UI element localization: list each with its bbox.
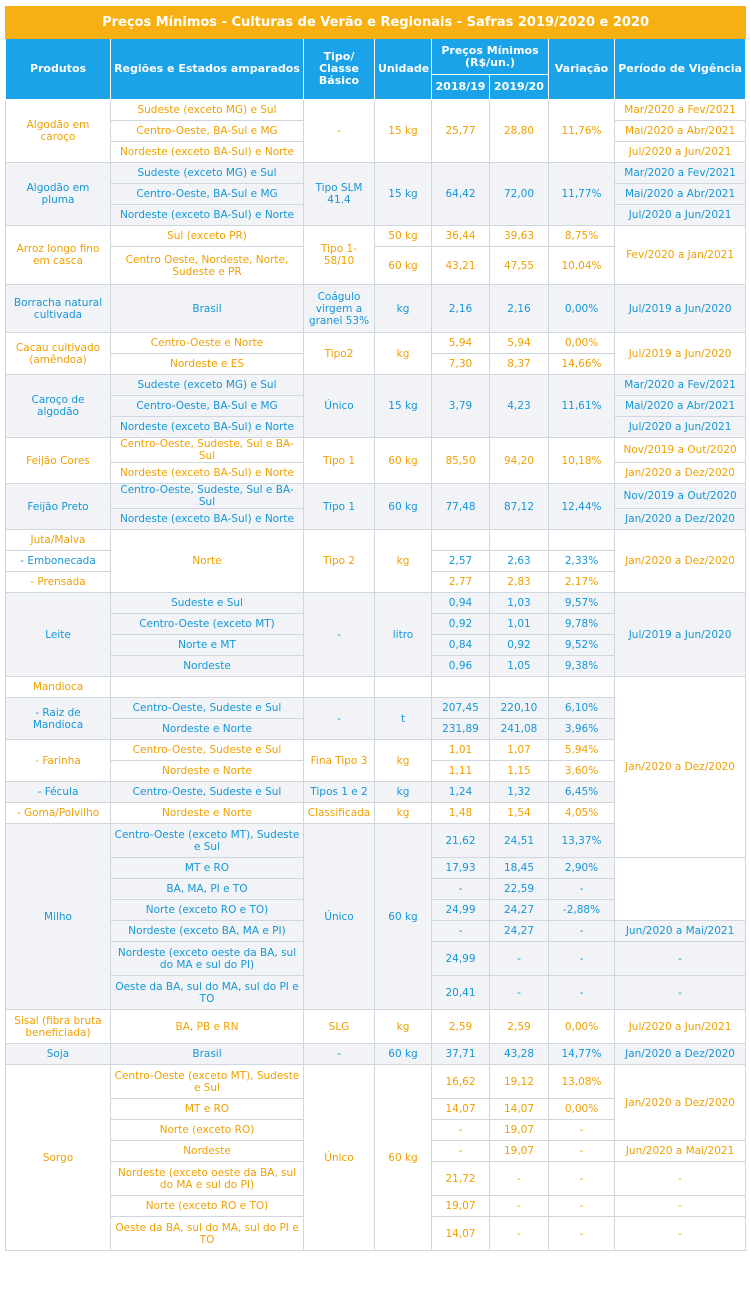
table-cell [375,677,432,698]
table-cell: 12,44% [549,484,615,530]
table-cell: 60 kg [375,484,432,530]
table-cell: 8,37 [490,354,549,375]
table-cell: - [490,1162,549,1196]
table-cell: 15 kg [375,163,432,226]
table-cell: Tipo 1 [304,484,375,530]
table-cell: 1,05 [490,656,549,677]
table-cell: Centro-Oeste, BA-Sul e MG [111,396,304,417]
table-cell: - [549,879,615,900]
table-cell: 9,57% [549,593,615,614]
table-cell: Jan/2020 a Dez/2020 [615,1044,746,1065]
table-cell: Nordeste (exceto oeste da BA, sul do MA e sul do PI) [111,1162,304,1196]
table-cell: 14,07 [432,1099,490,1120]
table-cell: 4,05% [549,803,615,824]
table-cell: 8,75% [549,226,615,247]
table-cell: Jul/2020 a Jun/2021 [615,205,746,226]
table-cell [490,677,549,698]
table-cell: Nordeste e Norte [111,761,304,782]
table-cell: - [549,976,615,1010]
table-row [6,285,746,333]
table-cell: 14,07 [432,1217,490,1251]
table-cell: - Farinha [6,740,111,782]
table-cell: Soja [6,1044,111,1065]
table-cell: 21,72 [432,1162,490,1196]
table-cell: 17,93 [432,858,490,879]
table-row [6,100,746,121]
table-cell: Tipo 1-58/10 [304,226,375,285]
table-cell: 0,00% [549,333,615,354]
table-cell: 1,48 [432,803,490,824]
table-cell: 60 kg [375,824,432,1010]
table-cell: 13,08% [549,1065,615,1099]
table-cell: Norte (exceto RO e TO) [111,900,304,921]
table-cell: Tipo2 [304,333,375,375]
table-cell: Mar/2020 a Fev/2021 [615,100,746,121]
table-cell: 60 kg [375,1044,432,1065]
table-cell: 19,07 [432,1196,490,1217]
table-cell: Centro-Oeste, Sudeste e Sul [111,740,304,761]
table-cell: - [490,1196,549,1217]
table-cell: -2,88% [549,900,615,921]
table-cell: 0,84 [432,635,490,656]
table-row [6,163,746,184]
table-cell: Único [304,1065,375,1251]
table-cell: 0,92 [432,614,490,635]
table-cell: 6,45% [549,782,615,803]
table-cell: - [304,1044,375,1065]
table-cell: Mai/2020 a Abr/2021 [615,396,746,417]
table-cell: 60 kg [375,438,432,484]
table-cell: 16,62 [432,1065,490,1099]
table-cell: 2,57 [432,551,490,572]
table-cell: Norte [111,530,304,593]
table-cell: Algodão em caroço [6,100,111,163]
table-cell: 3,96% [549,719,615,740]
table-cell: 72,00 [490,163,549,226]
table-cell: 37,71 [432,1044,490,1065]
table-cell: - [549,1120,615,1141]
table-cell: Nordeste (exceto BA-Sul) e Norte [111,463,304,484]
table-cell: - [549,942,615,976]
table-cell: Sudeste e Sul [111,593,304,614]
table-cell: Nordeste (exceto oeste da BA, sul do MA e sul do PI) [111,942,304,976]
table-cell: BA, MA, PI e TO [111,879,304,900]
table-cell: Jun/2020 a Mai/2021 [615,921,746,942]
table-cell: Centro-Oeste, Sudeste e Sul [111,698,304,719]
table-cell: 18,45 [490,858,549,879]
table-cell: 5,94% [549,740,615,761]
table-cell: 19,07 [490,1141,549,1162]
table-cell: 1,24 [432,782,490,803]
table-cell: 11,61% [549,375,615,438]
table-cell: - [615,942,746,976]
table-cell: kg [375,1010,432,1044]
table-cell: Nordeste (exceto BA-Sul) e Norte [111,509,304,530]
table-cell: 5,94 [432,333,490,354]
table-cell: kg [375,803,432,824]
table-cell: Tipos 1 e 2 [304,782,375,803]
table-cell: Centro-Oeste (exceto MT) [111,614,304,635]
table-cell: - [432,921,490,942]
table-cell: 0,96 [432,656,490,677]
table-cell: litro [375,593,432,677]
table-cell: 1,11 [432,761,490,782]
table-row [6,1010,746,1044]
table-cell: 9,78% [549,614,615,635]
table-cell: kg [375,285,432,333]
table-cell: - [615,1162,746,1196]
table-cell: Fev/2020 a Jan/2021 [615,226,746,285]
table-cell: - [549,1141,615,1162]
table-cell: - [615,1196,746,1217]
table-cell: Cacau cultivado (amêndoa) [6,333,111,375]
table-cell: - Raiz de Mandioca [6,698,111,740]
table-cell: - [615,976,746,1010]
table-cell: Brasil [111,285,304,333]
table-cell: - [615,1217,746,1251]
table-cell: Centro-Oeste, BA-Sul e MG [111,184,304,205]
table-row [6,226,746,247]
table-cell: - [432,1141,490,1162]
table-cell: 85,50 [432,438,490,484]
table-cell: 36,44 [432,226,490,247]
header-safra-2019-20: 2019/20 [490,75,549,100]
table-cell: 2,83 [490,572,549,593]
table-cell: 21,62 [432,824,490,858]
table-cell: 5,94 [490,333,549,354]
table-cell: - Prensada [6,572,111,593]
table-cell: 0,00% [549,1099,615,1120]
table-cell: 7,30 [432,354,490,375]
table-row [6,593,746,614]
table-cell: 64,42 [432,163,490,226]
table-cell: 2,16 [432,285,490,333]
table-cell: Milho [6,824,111,1010]
table-cell: 14,07 [490,1099,549,1120]
table-cell: Juta/Malva [6,530,111,551]
table-cell: 24,99 [432,900,490,921]
table-cell: - Embonecada [6,551,111,572]
table-cell: 0,94 [432,593,490,614]
table-cell: - [304,100,375,163]
table-cell: Centro Oeste, Nordeste, Norte, Sudeste e PR [111,247,304,285]
table-cell: 14,66% [549,354,615,375]
table-cell: Norte e MT [111,635,304,656]
table-row [6,1065,746,1099]
table-cell: 2,33% [549,551,615,572]
table-cell: Centro-Oeste (exceto MT), Sudeste e Sul [111,824,304,858]
table-cell: 60 kg [375,1065,432,1251]
table-cell: - [549,1217,615,1251]
table-cell: kg [375,333,432,375]
table-row [6,530,746,551]
table-cell: Tipo SLM 41.4 [304,163,375,226]
table-cell: Feijão Cores [6,438,111,484]
table-cell: Nordeste e ES [111,354,304,375]
table-cell: Jan/2020 a Dez/2020 [615,530,746,593]
table-cell: Jan/2020 a Dez/2020 [615,463,746,484]
table-cell: Tipo 2 [304,530,375,593]
header-periodo: Período de Vigência [615,39,746,100]
table-cell: 2,16 [490,285,549,333]
table-cell: Nordeste (exceto BA-Sul) e Norte [111,142,304,163]
table-cell: 39,63 [490,226,549,247]
table-cell: Nov/2019 a Out/2020 [615,438,746,463]
table-cell: Nordeste e Norte [111,803,304,824]
table-cell: 220,10 [490,698,549,719]
table-cell: Nordeste e Norte [111,719,304,740]
table-cell: 1,01 [490,614,549,635]
table-cell: Único [304,824,375,1010]
table-cell: kg [375,530,432,593]
table-cell: 0,00% [549,285,615,333]
table-cell: SLG [304,1010,375,1044]
table-cell: Oeste da BA, sul do MA, sul do PI e TO [111,1217,304,1251]
table-cell: 19,12 [490,1065,549,1099]
table-cell: Borracha natural cultivada [6,285,111,333]
table-cell: - [432,1120,490,1141]
table-cell: 87,12 [490,484,549,530]
table-cell: 47,55 [490,247,549,285]
table-cell: Algodão em pluma [6,163,111,226]
table-cell: 2,63 [490,551,549,572]
table-row [6,333,746,354]
table-cell [549,530,615,551]
table-cell: 10,18% [549,438,615,484]
table-title: Preços Mínimos - Culturas de Verão e Regionais - Safras 2019/2020 e 2020 [6,7,746,39]
table-cell: Jul/2019 a Jun/2020 [615,593,746,677]
table-cell: 2,17% [549,572,615,593]
table-cell: 241,08 [490,719,549,740]
table-cell: 9,38% [549,656,615,677]
table-cell: 24,51 [490,824,549,858]
table-cell [549,677,615,698]
table-cell: Classificada [304,803,375,824]
minimum-prices-table [5,6,746,1251]
table-cell: Jul/2020 a Jun/2021 [615,142,746,163]
header-produtos: Produtos [6,39,111,100]
table-cell: 11,76% [549,100,615,163]
table-cell: 24,27 [490,900,549,921]
table-cell: t [375,698,432,740]
table-cell: 2,77 [432,572,490,593]
table-cell: Mar/2020 a Fev/2021 [615,163,746,184]
table-cell: Centro-Oeste (exceto MT), Sudeste e Sul [111,1065,304,1099]
table-cell: Tipo 1 [304,438,375,484]
table-cell: kg [375,740,432,782]
price-table-container [5,6,745,1251]
table-cell: 4,23 [490,375,549,438]
table-cell: 60 kg [375,247,432,285]
table-cell: 0,00% [549,1010,615,1044]
table-row [6,484,746,509]
header-unidade: Unidade [375,39,432,100]
table-cell: Jan/2020 a Dez/2020 [615,677,746,858]
table-cell: 24,27 [490,921,549,942]
table-cell [432,677,490,698]
table-cell: Mar/2020 a Fev/2021 [615,375,746,396]
table-cell: Nov/2019 a Out/2020 [615,484,746,509]
table-cell: kg [375,782,432,803]
table-cell: - [549,1196,615,1217]
table-cell: 11,77% [549,163,615,226]
table-cell: - [549,1162,615,1196]
table-cell: Norte (exceto RO e TO) [111,1196,304,1217]
table-cell: Jan/2020 a Dez/2020 [615,1065,746,1141]
table-cell: 2,90% [549,858,615,879]
table-cell: Nordeste [111,656,304,677]
table-cell: 43,28 [490,1044,549,1065]
table-cell: 2,59 [432,1010,490,1044]
table-cell: Leite [6,593,111,677]
table-cell: 15 kg [375,100,432,163]
table-cell: Brasil [111,1044,304,1065]
table-cell: 13,37% [549,824,615,858]
table-cell: 20,41 [432,976,490,1010]
table-cell: Nordeste (exceto BA, MA e PI) [111,921,304,942]
table-cell: 25,77 [432,100,490,163]
table-cell: Jul/2020 a Jun/2021 [615,1010,746,1044]
table-cell: Mandioca [6,677,111,698]
table-cell: Caroço de algodão [6,375,111,438]
table-row [6,375,746,396]
table-cell: Nordeste (exceto BA-Sul) e Norte [111,205,304,226]
table-cell: 1,54 [490,803,549,824]
table-cell: Centro-Oeste, Sudeste, Sul e BA-Sul [111,484,304,509]
table-cell: 231,89 [432,719,490,740]
table-cell: - [304,593,375,677]
header-regioes: Regiões e Estados amparados [111,39,304,100]
table-cell: 94,20 [490,438,549,484]
header-tipo: Tipo/ Classe Básico [304,39,375,100]
table-cell: Oeste da BA, sul do MA, sul do PI e TO [111,976,304,1010]
table-cell: Sisal (fibra bruta beneficiada) [6,1010,111,1044]
table-cell: Centro-Oeste, Sudeste, Sul e BA-Sul [111,438,304,463]
table-cell: 43,21 [432,247,490,285]
table-cell: Mai/2020 a Abr/2021 [615,184,746,205]
table-cell: - [549,921,615,942]
table-cell: Norte (exceto RO) [111,1120,304,1141]
table-row [6,677,746,698]
table-cell [432,530,490,551]
table-cell: Sorgo [6,1065,111,1251]
table-cell: Centro-Oeste, BA-Sul e MG [111,121,304,142]
table-cell: Jan/2020 a Dez/2020 [615,509,746,530]
table-row [6,1044,746,1065]
table-cell: Sudeste (exceto MG) e Sul [111,163,304,184]
table-cell: Centro-Oeste, Sudeste e Sul [111,782,304,803]
table-cell: Sudeste (exceto MG) e Sul [111,375,304,396]
table-row [6,438,746,463]
table-cell: 15 kg [375,375,432,438]
table-cell: 19,07 [490,1120,549,1141]
table-cell: Nordeste [111,1141,304,1162]
table-cell: 1,03 [490,593,549,614]
table-cell: Sudeste (exceto MG) e Sul [111,100,304,121]
table-cell: Feijão Preto [6,484,111,530]
table-cell: 1,07 [490,740,549,761]
table-cell: 50 kg [375,226,432,247]
table-cell: 22,59 [490,879,549,900]
table-cell: 0,92 [490,635,549,656]
table-cell: 207,45 [432,698,490,719]
table-cell: Jun/2020 a Mai/2021 [615,1141,746,1162]
table-cell: Sul (exceto PR) [111,226,304,247]
table-cell: Fina Tipo 3 [304,740,375,782]
table-cell: 3,60% [549,761,615,782]
table-cell [490,530,549,551]
table-cell: 1,01 [432,740,490,761]
table-cell: - [432,879,490,900]
table-cell [111,677,304,698]
table-cell: 77,48 [432,484,490,530]
table-cell: 2,59 [490,1010,549,1044]
table-cell: Mai/2020 a Abr/2021 [615,121,746,142]
table-cell: - Goma/Polvilho [6,803,111,824]
table-cell: 9,52% [549,635,615,656]
table-cell: - Fécula [6,782,111,803]
table-cell: - [490,976,549,1010]
header-variacao: Variação [549,39,615,100]
table-cell: 6,10% [549,698,615,719]
table-body [6,100,746,1251]
table-cell: MT e RO [111,858,304,879]
table-cell: 10,04% [549,247,615,285]
table-cell: Jul/2019 a Jun/2020 [615,333,746,375]
table-cell: 1,32 [490,782,549,803]
table-cell: Jul/2019 a Jun/2020 [615,285,746,333]
table-cell: Arroz longo fino em casca [6,226,111,285]
header-safra-2018-19: 2018/19 [432,75,490,100]
table-cell: Jul/2020 a Jun/2021 [615,417,746,438]
table-cell: Nordeste (exceto BA-Sul) e Norte [111,417,304,438]
table-cell: Coágulo virgem a granel 53% [304,285,375,333]
table-cell: - [490,1217,549,1251]
table-cell: Centro-Oeste e Norte [111,333,304,354]
table-cell: 14,77% [549,1044,615,1065]
table-cell [304,677,375,698]
table-cell: 28,80 [490,100,549,163]
table-cell: MT e RO [111,1099,304,1120]
table-cell: BA, PB e RN [111,1010,304,1044]
table-cell: 24,99 [432,942,490,976]
table-cell: 1,15 [490,761,549,782]
table-cell: 3,79 [432,375,490,438]
table-cell: - [490,942,549,976]
table-cell: Único [304,375,375,438]
table-cell: - [304,698,375,740]
header-precos: Preços Mínimos (R$/un.) [432,39,549,75]
